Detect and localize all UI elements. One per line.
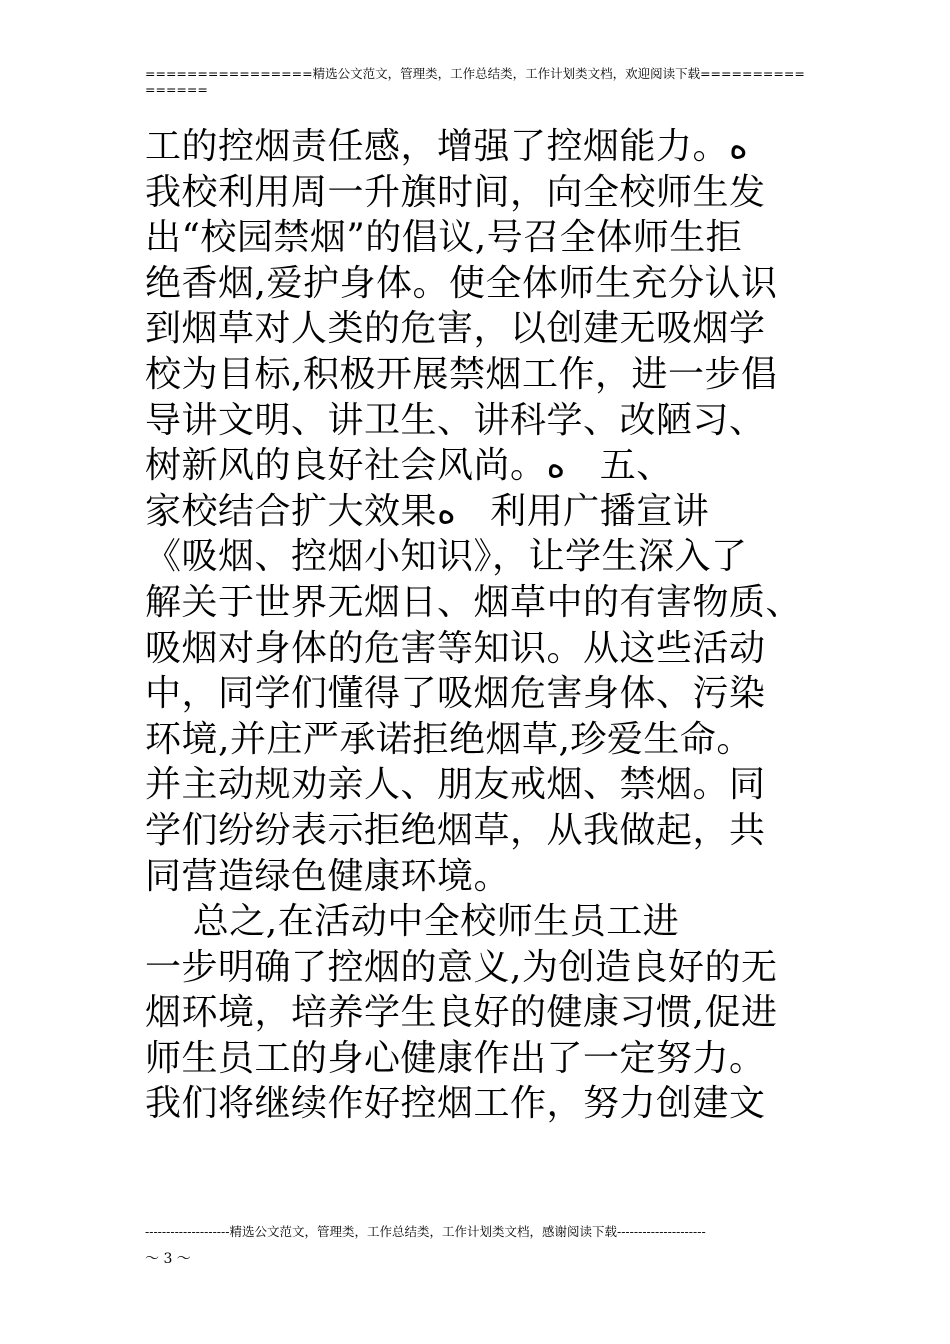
- text-line: 学们纷纷表示拒绝烟草，从我做起，共: [145, 809, 766, 851]
- text-line: 出“校园禁烟”的倡议,号召全体师生拒: [145, 217, 743, 259]
- text-line: 一步明确了控烟的意义,为创造良好的无: [145, 946, 778, 988]
- footer-banner: --------------------精选公文范文，管理类，工作总结类，工作计划类文档，感谢阅读下载---------------------: [145, 1224, 706, 1239]
- text-line: 到烟草对人类的危害，以创建无吸烟学: [145, 308, 766, 350]
- header-banner: ================精选公文范文，管理类，工作总结类，工作计划类文档，欢迎阅读下载================: [145, 66, 805, 97]
- text-line: 吸烟对身体的危害等知识。从这些活动: [145, 627, 766, 669]
- text-line: 烟环境，培养学生良好的健康习惯,促进: [145, 992, 778, 1034]
- text-line: 校为目标,积极开展禁烟工作，进一步倡: [145, 353, 778, 395]
- text-line: 解关于世界无烟日、烟草中的有害物质、: [145, 581, 803, 623]
- text-line: 环境,并庄严承诺拒绝烟草,珍爱生命。: [145, 718, 753, 760]
- text-line: 同营造绿色健康环境。: [145, 855, 511, 897]
- text-line: 家校结合扩大效果ﻩ 利用广播宣讲: [145, 490, 710, 532]
- text-line: 工的控烟责任感，增强了控烟能力。ﻩ: [145, 126, 748, 167]
- text-line: 我校利用周一升旗时间，向全校师生发: [145, 171, 766, 213]
- text-line: 树新风的良好社会风尚。ﻩ 五、: [145, 445, 673, 487]
- text-line: 并主动规劝亲人、朋友戒烟、禁烟。同: [145, 764, 766, 806]
- page-number: ～ 3 ～: [145, 1251, 191, 1267]
- text-line: 绝香烟,爱护身体。使全体师生充分认识: [145, 262, 778, 304]
- text-line: 我们将继续作好控烟工作，努力创建文: [145, 1083, 766, 1125]
- text-line: 总之,在活动中全校师生员工进: [145, 901, 680, 943]
- text-line: 《吸烟、控烟小知识》，让学生深入了: [145, 536, 748, 578]
- body-text: [145, 124, 825, 1127]
- text-line: 导讲文明、讲卫生、讲科学、改陋习、: [145, 399, 766, 441]
- text-line: 中，同学们懂得了吸烟危害身体、污染: [145, 673, 766, 715]
- text-line: 师生员工的身心健康作出了一定努力。: [145, 1037, 766, 1079]
